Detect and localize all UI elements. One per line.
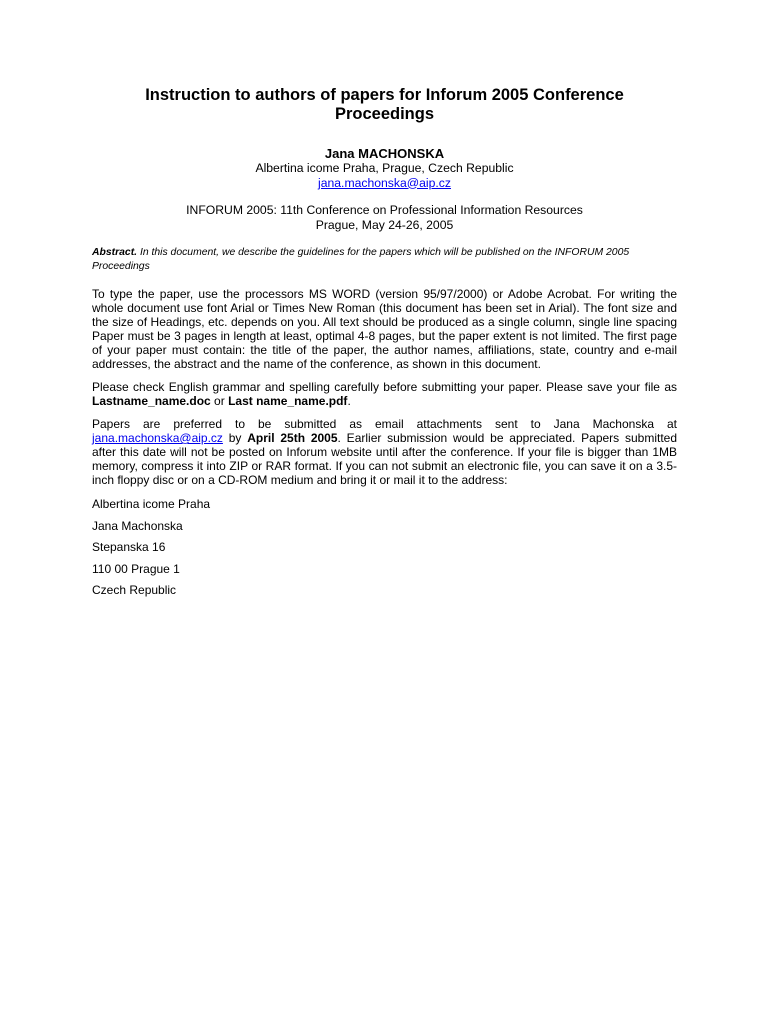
address-line: 110 00 Prague 1 — [92, 561, 180, 576]
paragraph-3-rest: . Earlier submission would be appreciated. Papers submitted after this date will not be posted on Inforum website until after the conference. If your file is bigger than 1MB memory, compress it into ZIP or RAR format. If you can not submit an electronic file, you can save it on a 3.5-inch floppy disc or on a CD-ROM medium and bring it or mail it to the address: — [92, 431, 678, 487]
paragraph-3-by: by — [222, 431, 248, 445]
conference-date: Prague, May 24-26, 2005 — [315, 217, 454, 232]
author-name: Jana MACHONSKA — [324, 146, 445, 161]
paragraph-2-or: or — [210, 394, 229, 408]
abstract-text: In this document, we describe the guidelines for the papers which will be published on the INFORUM 2005 Proceedings — [92, 247, 630, 272]
body-paragraph-2 — [92, 380, 677, 408]
address-line: Stepanska 16 — [92, 540, 166, 554]
address-line: Czech Republic — [92, 583, 177, 597]
document-page — [92, 86, 677, 597]
author-email-link[interactable]: jana.machonska@aip.cz — [318, 175, 451, 190]
filename-doc: Lastname_name.doc — [92, 394, 211, 408]
conference-name: INFORUM 2005: 11th Conference on Professional Information Resources — [186, 203, 583, 217]
address-line: Albertina icome Praha — [92, 497, 211, 511]
address-line: Jana Machonska — [92, 518, 183, 533]
abstract-label: Abstract. — [92, 247, 138, 258]
abstract — [92, 246, 677, 273]
body-paragraph-1: To type the paper, use the processors MS WORD (version 95/97/2000) or Adobe Acrobat. For writing the whole document use font Arial or Times New Roman (this document has been set in Arial). The font size and the size of Headings, etc. depends on you. All text should be produced as a single column, single line spacing Paper must be 3 pages in length at least, optimal 4-8 pages, but the paper extent is not limited. The first page of your paper must contain: the title of the paper, the author names, affiliations, state, country and e-mail addresses, the abstract and the name of the conference, as shown in this document. — [92, 287, 677, 371]
author-affiliation: Albertina icome Praha, Prague, Czech Republic — [255, 161, 514, 175]
paragraph-2-end: . — [347, 394, 351, 408]
page-title: Instruction to authors of papers for Inforum 2005 Conference Proceedings — [145, 86, 624, 123]
author-email-line — [92, 176, 677, 191]
deadline-date: April 25th 2005 — [247, 431, 338, 445]
submission-email-link[interactable]: jana.machonska@aip.cz — [92, 431, 223, 445]
filename-pdf: Last name_name.pdf — [228, 394, 348, 408]
body-paragraph-3 — [92, 417, 677, 487]
paragraph-2-text: Please check English grammar and spelling carefully before submitting your paper. Please save your file as — [92, 380, 677, 394]
paragraph-3-start: Papers are preferred to be submitted as email attachments sent to Jana Machonska at — [92, 417, 677, 431]
